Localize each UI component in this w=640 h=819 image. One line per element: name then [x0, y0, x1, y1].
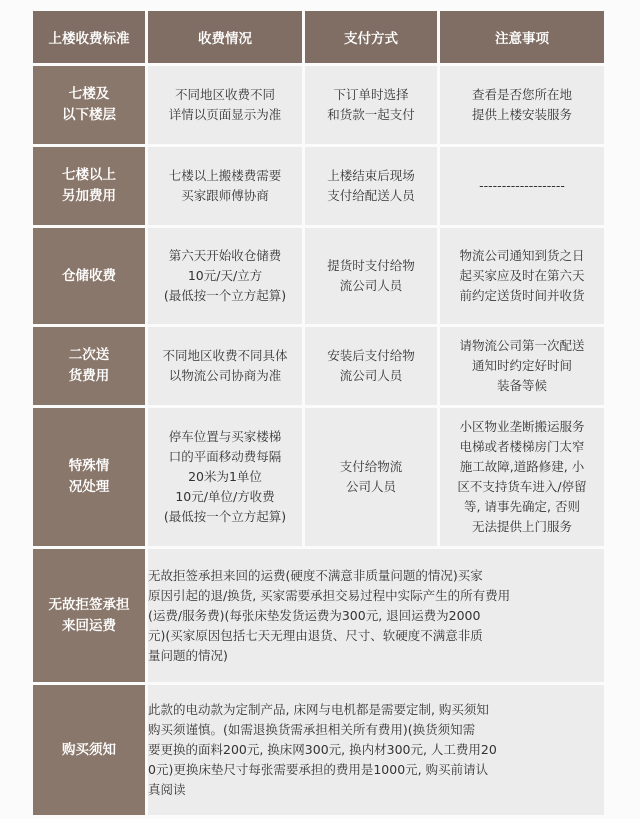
row-label: 无故拒签承担 来回运费 [33, 549, 145, 682]
shipping-fee-table [30, 8, 607, 818]
header-notes: 注意事项 [440, 11, 604, 63]
payment-cell: 安装后支付给物 流公司人员 [305, 327, 437, 405]
payment-cell: 提货时支付给物 流公司人员 [305, 228, 437, 324]
row-label: 仓储收费 [33, 228, 145, 324]
table-row [33, 66, 604, 144]
return-policy-text: 无故拒签承担来回的运费(硬度不满意非质量问题的情况)买家 原因引起的退/换货, 买家需要承担交易过程中实际产生的所有费用 (运费/服务费)(每张床垫发货运费为300元, 退回运费为2000 元)(买家原因包括七天无理由退货、尺寸、软硬度不满意非质 量问题的情况) [148, 549, 604, 682]
notes-cell: 请物流公司第一次配送 通知时约定好时间 装备等候 [440, 327, 604, 405]
row-label: 特殊情 况处理 [33, 408, 145, 546]
fee-cell: 第六天开始收仓储费 10元/天/立方 (最低按一个立方起算) [148, 228, 302, 324]
payment-cell: 上楼结束后现场 支付给配送人员 [305, 147, 437, 225]
table-row [33, 327, 604, 405]
notes-cell: 小区物业垄断搬运服务 电梯或者楼梯房门太窄 施工故障,道路修建, 小 区不支持货车进入/停留 等, 请事先确定, 否则 无法提供上门服务 [440, 408, 604, 546]
table-header-row [33, 11, 604, 63]
return-policy-row [33, 549, 604, 682]
row-label: 二次送 货费用 [33, 327, 145, 405]
table-row [33, 147, 604, 225]
purchase-notice-text: 此款的电动款为定制产品, 床网与电机都是需要定制, 购买须知 购买须谨慎。(如需退换货需承担相关所有费用)(换货须知需 要更换的面料200元, 换床网300元, 换内材300元, 人工费用20 0元)更换床垫尺寸每张需要承担的费用是1000元, 购买前请认 真阅读 [148, 685, 604, 815]
header-fee: 收费情况 [148, 11, 302, 63]
notes-cell: ------------------- [440, 147, 604, 225]
fee-cell: 不同地区收费不同具体 以物流公司协商为准 [148, 327, 302, 405]
purchase-notice-row [33, 685, 604, 815]
table-row [33, 408, 604, 546]
row-label: 购买须知 [33, 685, 145, 815]
notes-cell: 查看是否您所在地 提供上楼安装服务 [440, 66, 604, 144]
fee-cell: 不同地区收费不同 详情以页面显示为准 [148, 66, 302, 144]
payment-cell: 下订单时选择 和货款一起支付 [305, 66, 437, 144]
notes-cell: 物流公司通知到货之日 起买家应及时在第六天 前约定送货时间并收货 [440, 228, 604, 324]
row-label: 七楼以上 另加费用 [33, 147, 145, 225]
header-standard: 上楼收费标准 [33, 11, 145, 63]
fee-cell: 七楼以上搬楼费需要 买家跟师傅协商 [148, 147, 302, 225]
table-row [33, 228, 604, 324]
header-payment: 支付方式 [305, 11, 437, 63]
fee-cell: 停车位置与买家楼梯 口的平面移动费每隔 20米为1单位 10元/单位/方收费 (最低按一个立方起算) [148, 408, 302, 546]
payment-cell: 支付给物流 公司人员 [305, 408, 437, 546]
row-label: 七楼及 以下楼层 [33, 66, 145, 144]
